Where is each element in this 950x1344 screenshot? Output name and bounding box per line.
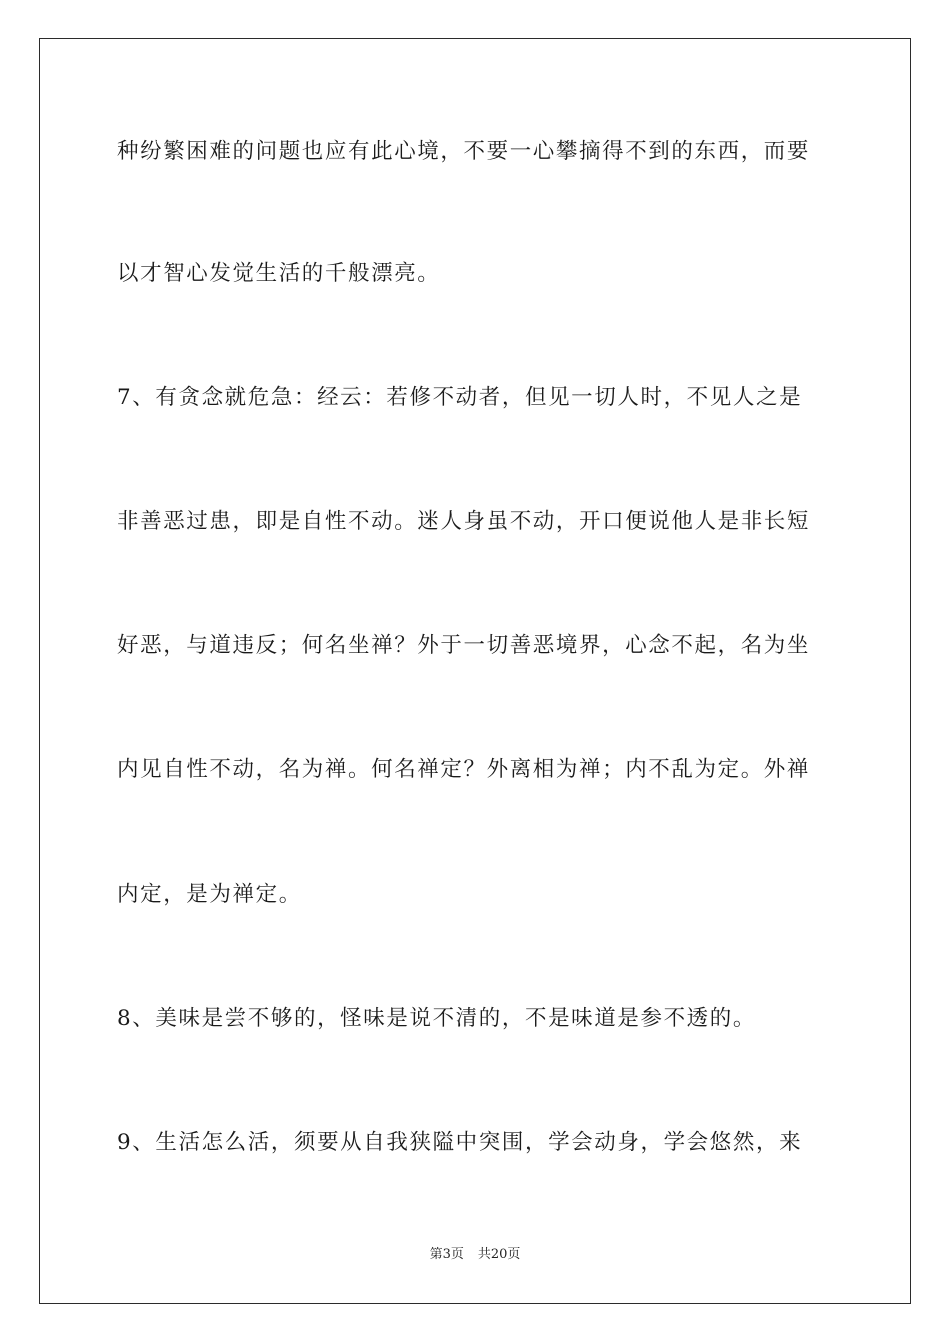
body-text-line: 非善恶过患，即是自性不动。迷人身虽不动，开口便说他人是非长短 [117, 509, 811, 534]
body-text-line: 种纷繁困难的问题也应有此心境，不要一心攀摘得不到的东西，而要 [117, 139, 811, 164]
body-text-line: 好恶，与道违反；何名坐禅？外于一切善恶境界，心念不起，名为坐 [117, 633, 811, 658]
current-page-number: 第3页 [429, 1247, 464, 1262]
body-text-line: 9、生活怎么活，须要从自我狭隘中突围，学会动身，学会悠然，来 [117, 1130, 803, 1155]
page-border [39, 38, 911, 1304]
body-text-line: 内见自性不动，名为禅。何名禅定？外离相为禅；内不乱为定。外禅 [117, 757, 811, 782]
body-text-line: 7、有贪念就危急：经云：若修不动者，但见一切人时，不见人之是 [117, 385, 803, 410]
body-text-line: 8、美味是尝不够的，怪味是说不清的，不是味道是参不透的。 [117, 1006, 756, 1031]
body-text-line: 以才智心发觉生活的千般漂亮。 [117, 261, 441, 286]
page-footer [0, 1246, 950, 1264]
body-text-line: 内定，是为禅定。 [117, 882, 302, 907]
total-page-count: 共20页 [477, 1247, 521, 1262]
